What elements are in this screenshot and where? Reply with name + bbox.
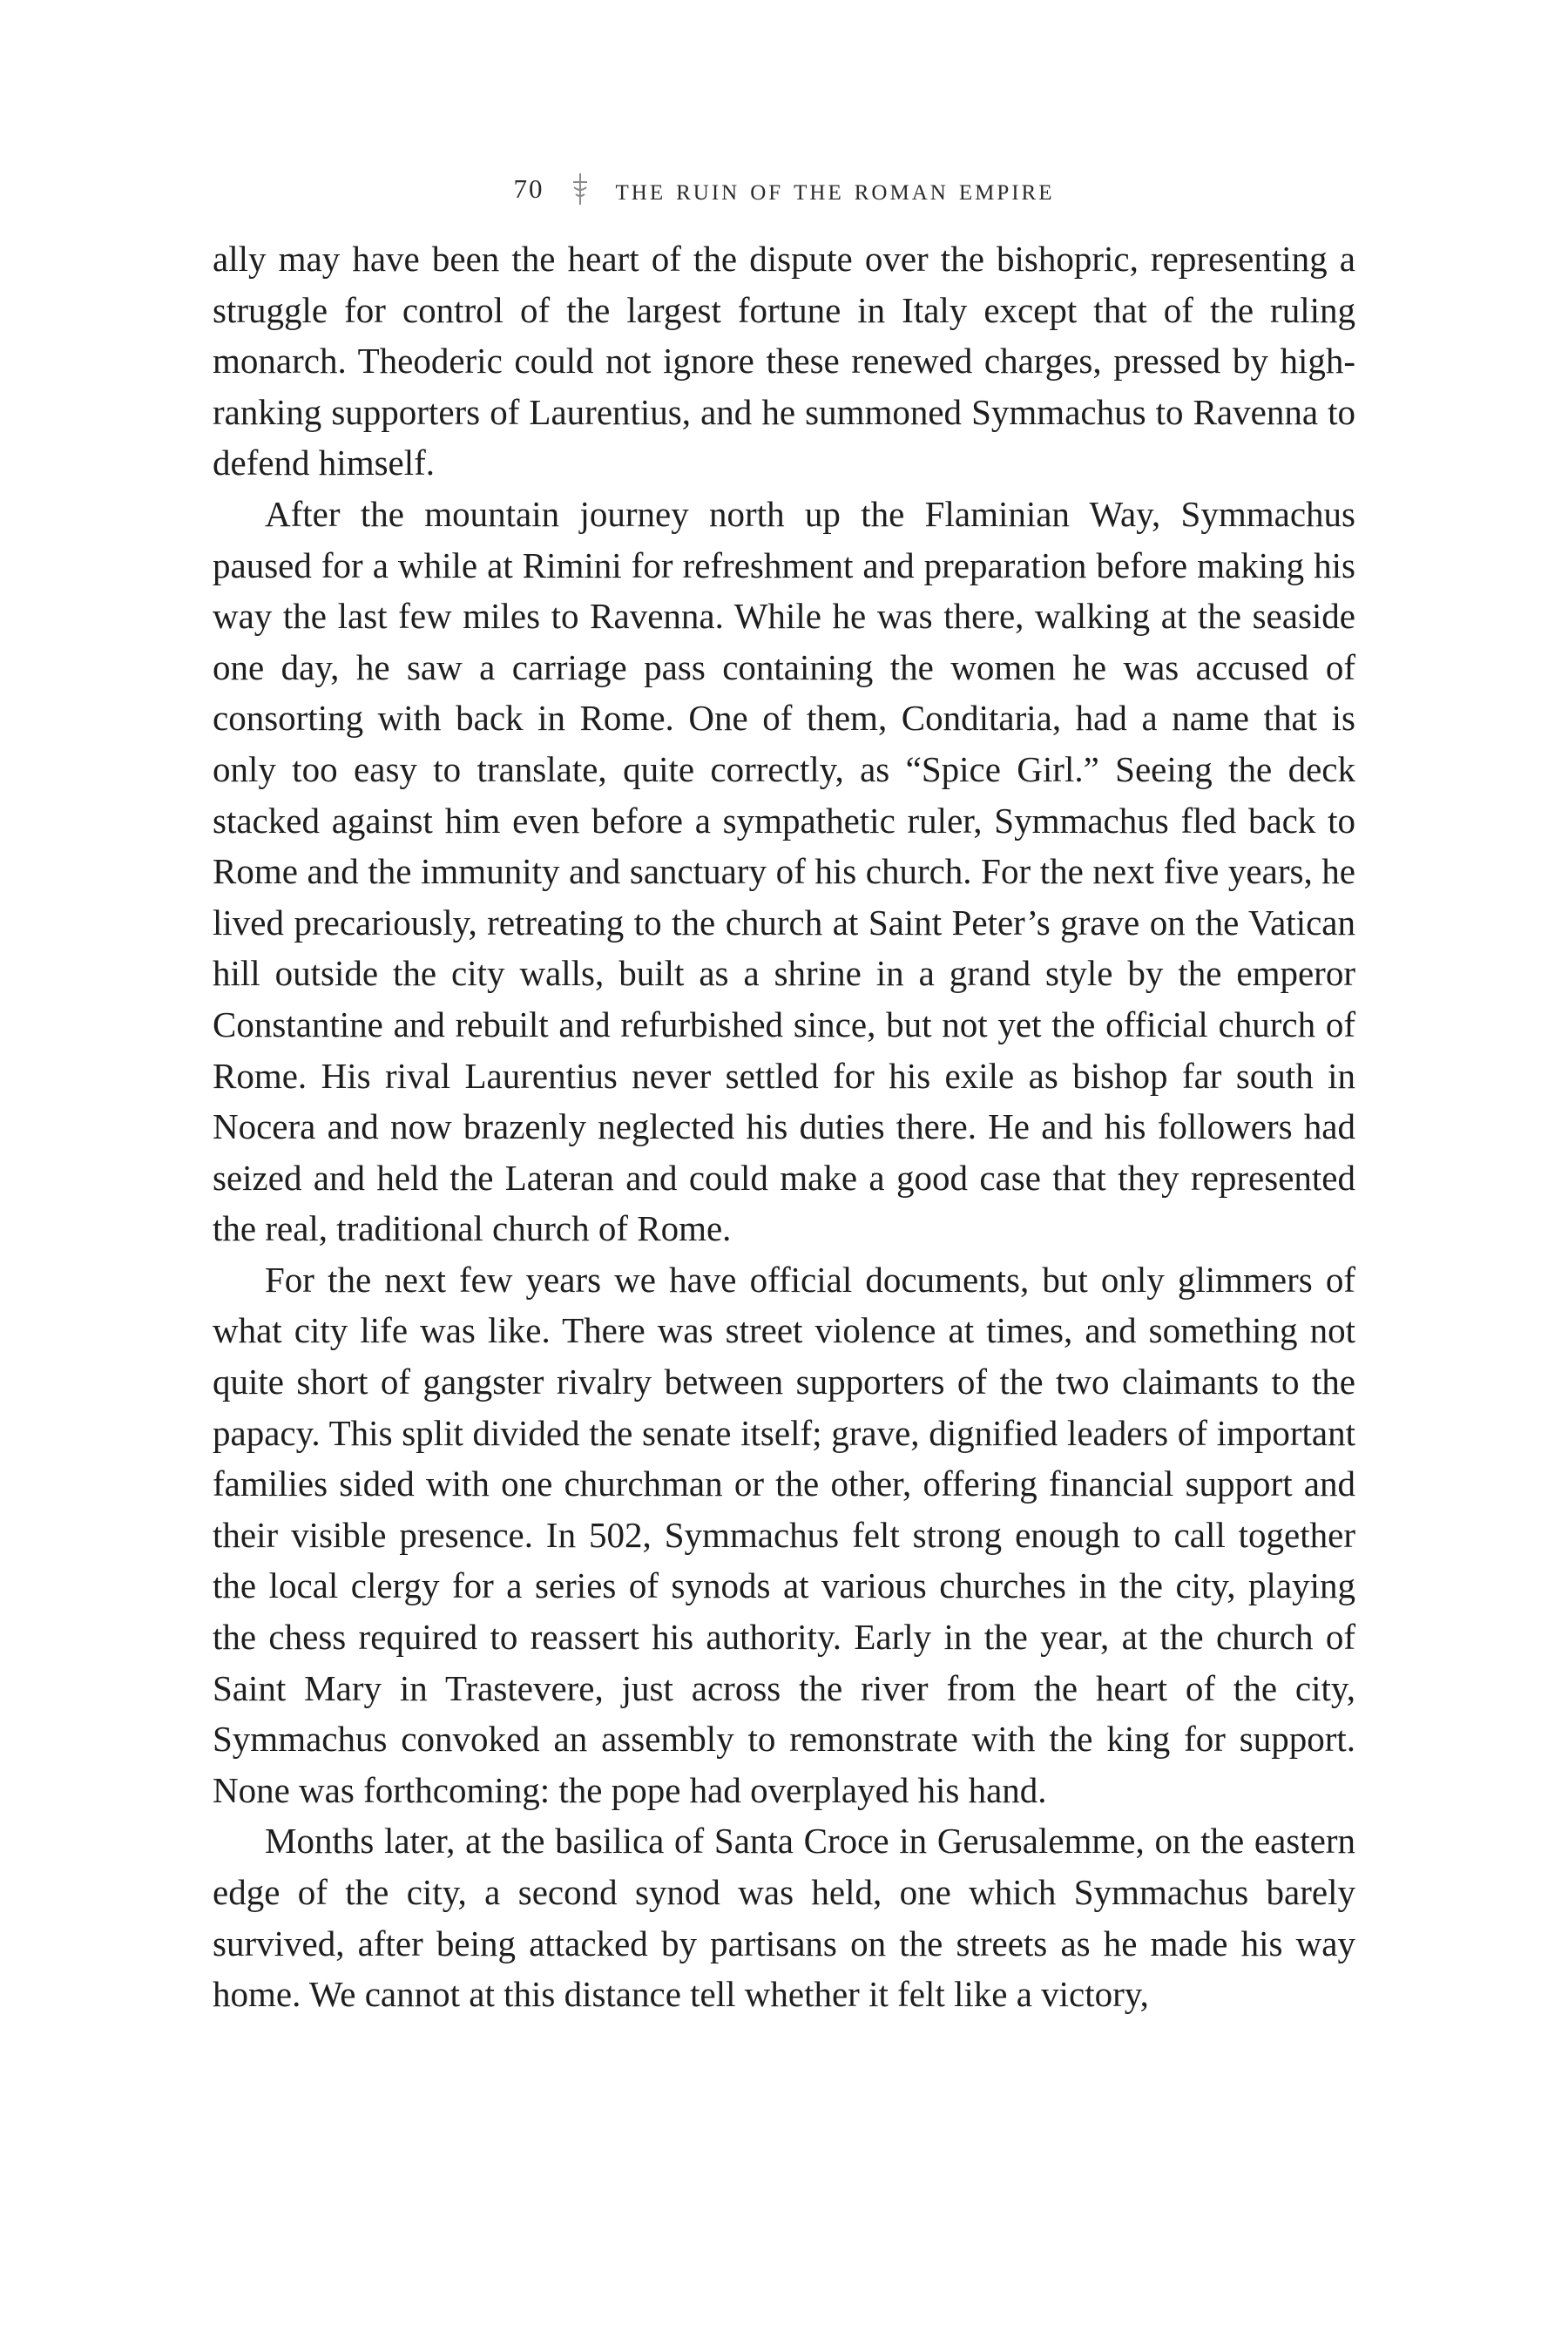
body-text [213, 233, 1355, 2020]
paragraph: Months later, at the basilica of Santa Croce in Gerusalemme, on the eastern edge of the city, a second synod was held, one which Symmachus barely survived, after being attacked by partisans on the streets as he made his way home. We cannot at this distance tell whether it felt like a victory, [213, 1821, 1355, 2015]
running-head [213, 167, 1355, 211]
running-title: the ruin of the roman empire [615, 172, 1055, 206]
paragraph: For the next few years we have official documents, but only glimmers of what city life was like. There was street violence at times, and something not quite short of gangster rivalry between supporters of the two claimants to the papacy. This split divided the senate itself; grave, dignified leaders of important families sided with one churchman or the other, offering financial support and their visible presence. In 502, Symmachus felt strong enough to call together the local clergy for a series of synods at various churches in the city, playing the chess required to reassert his authority. Early in the year, at the church of Saint Mary in Trastevere, just across the river from the heart of the city, Symmachus convoked an assembly to remonstrate with the king for support. None was forthcoming: the pope had overplayed his hand. [213, 1259, 1355, 1810]
page-number: 70 [513, 173, 544, 204]
paragraph: After the mountain journey north up the Flaminian Way, Symmachus paused for a while at Rimini for refreshment and preparation before making his way the last few miles to Ravenna. While he was there, walking at the seaside one day, he saw a carriage pass containing the women he was accused of consorting with back in Rome. One of them, Conditaria, had a name that is only too easy to translate, quite correctly, as “Spice Girl.” Seeing the deck stacked against him even before a sympathetic ruler, Symmachus fled back to Rome and the immunity and sanctuary of his church. For the next five years, he lived precariously, retreating to the church at Saint Peter’s grave on the Vatican hill outside the city walls, built as a shrine in a grand style by the emperor Constantine and rebuilt and refurbished since, but not yet the official church of Rome. His rival Laurentius never settled for his exile as bishop far south in Nocera and now brazenly neglected his duties there. He and his followers had seized and held the Lateran and could make a good case that they represented the real, traditional church of Rome. [213, 493, 1355, 1249]
paragraph: ally may have been the heart of the dispute over the bishopric, representing a struggle for control of the largest fortune in Italy except that of the ruling monarch. Theoderic could not ignore these renewed charges, pressed by high-ranking supporters of Laurentius, and he summoned Symmachus to Ravenna to defend himself. [213, 239, 1355, 483]
dagger-ornament-icon [571, 172, 590, 206]
